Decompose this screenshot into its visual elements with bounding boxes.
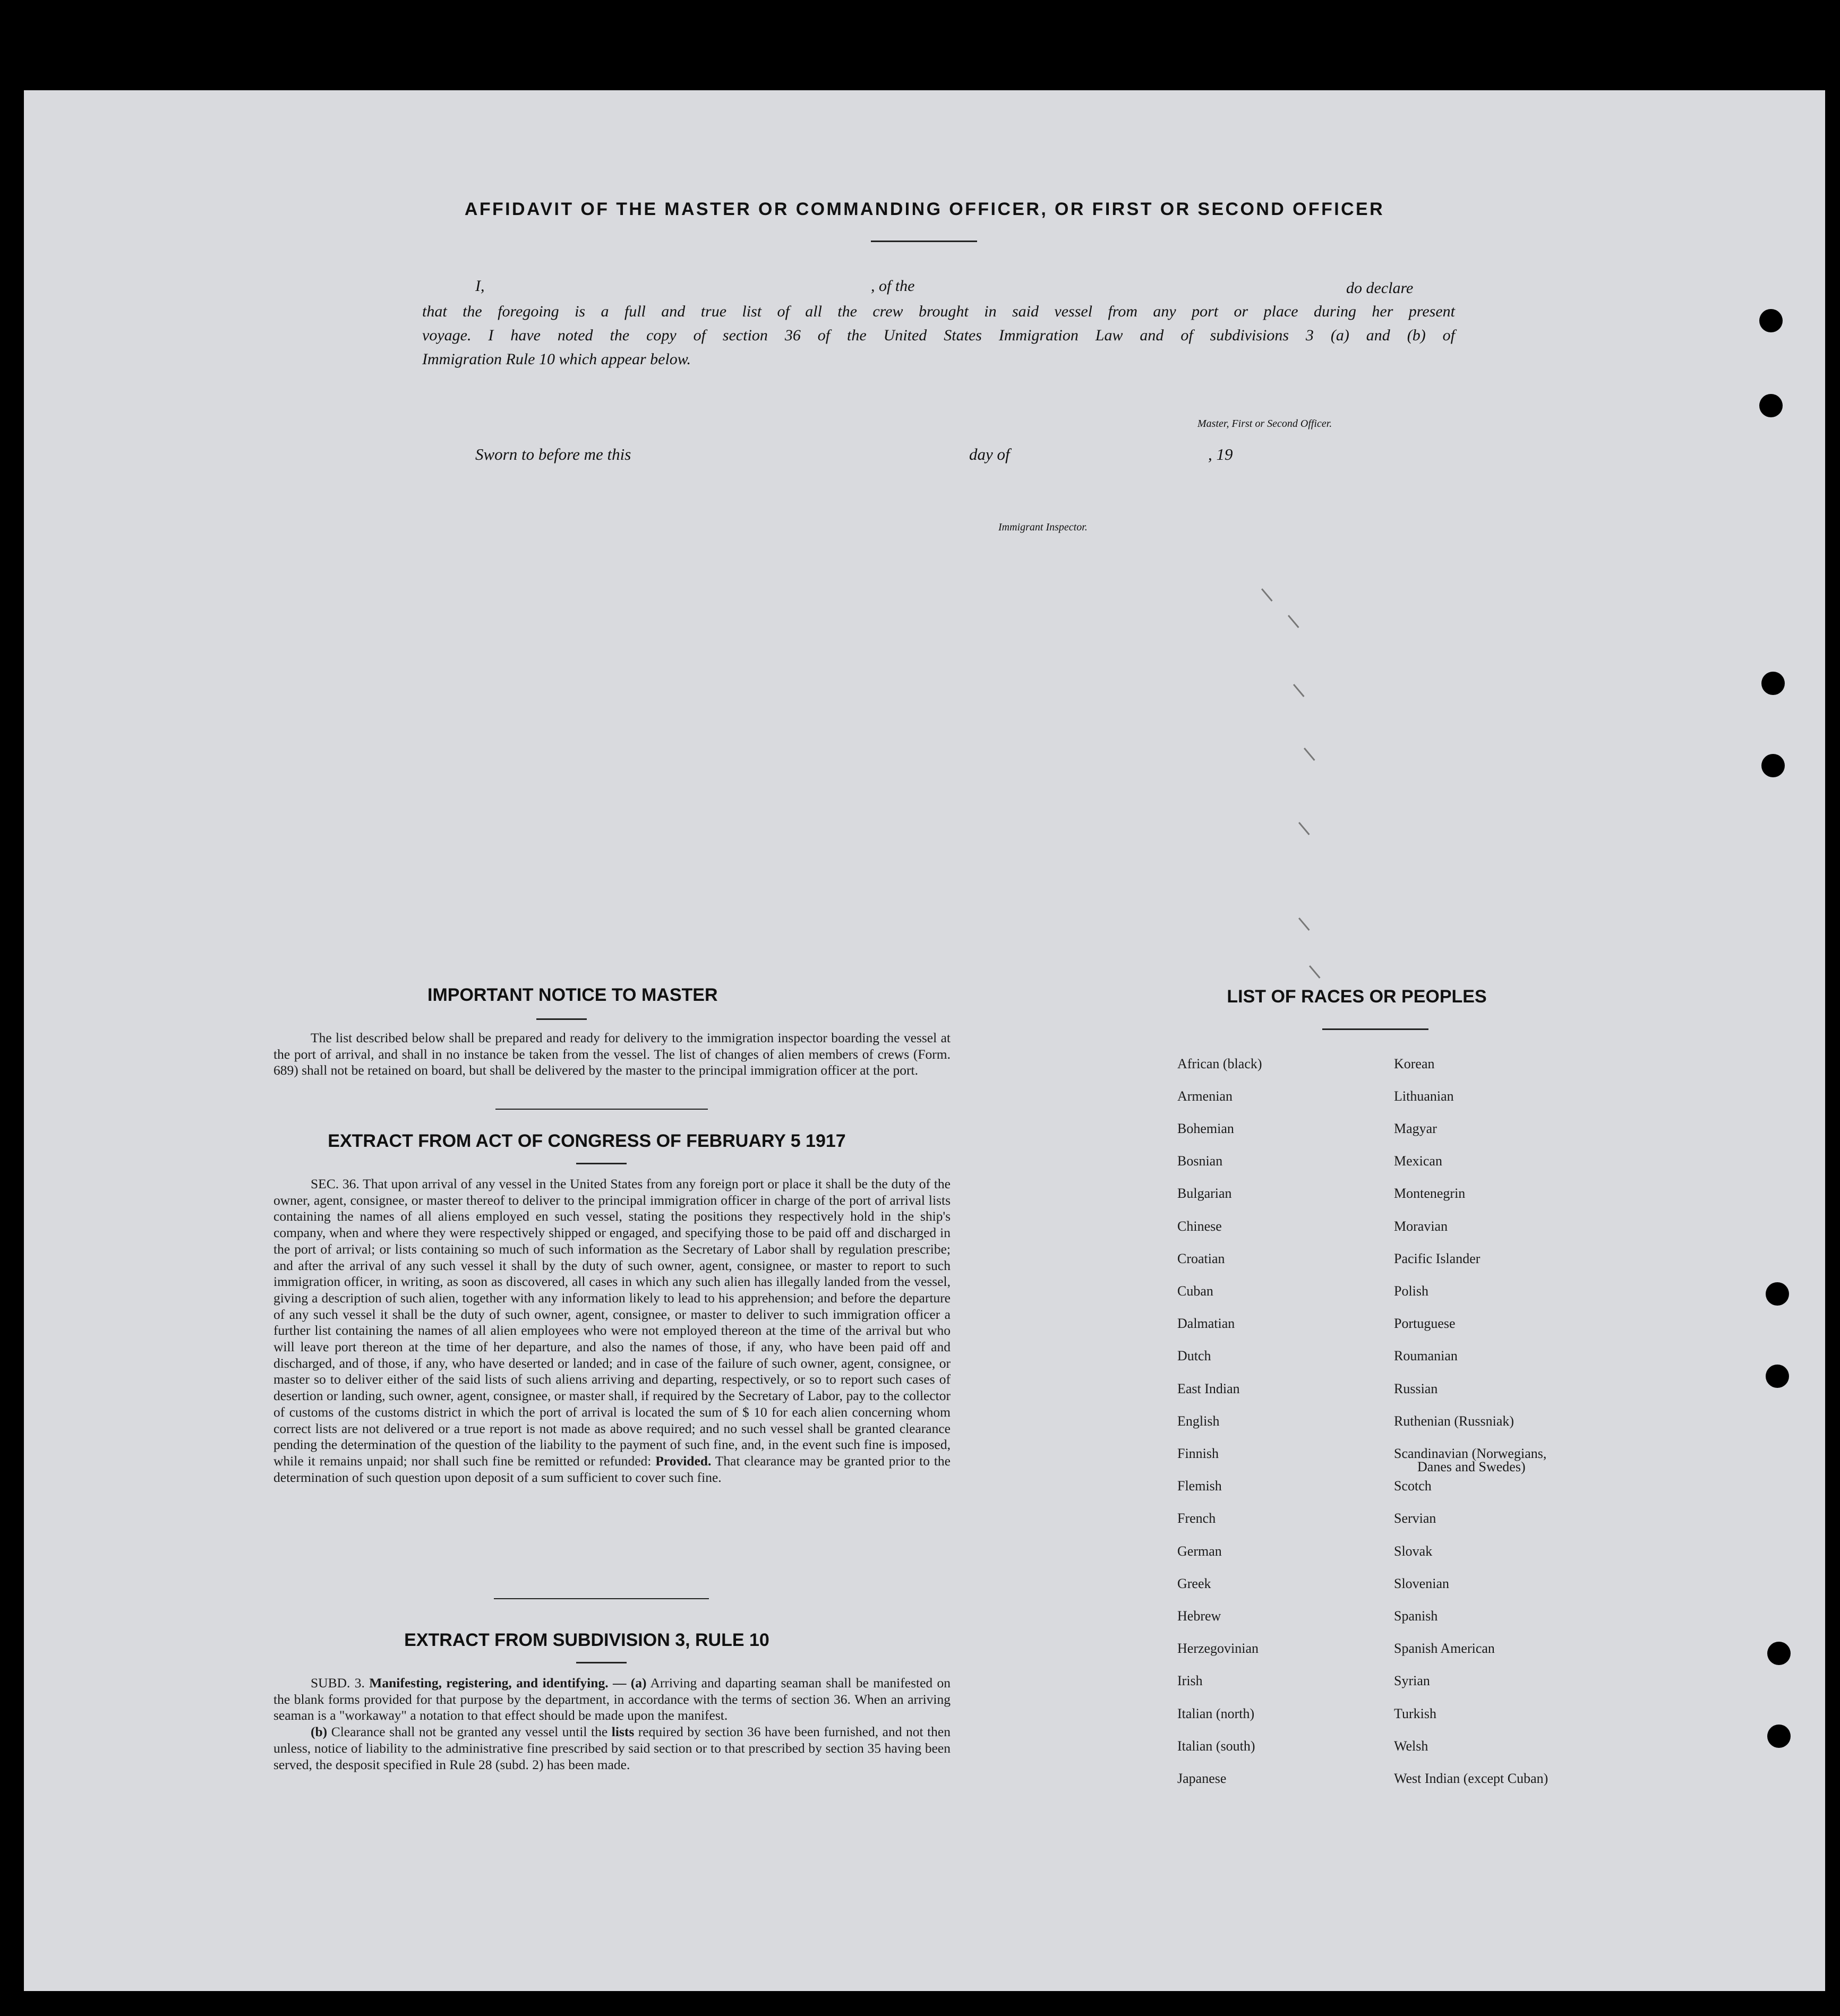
race-item: Slovak xyxy=(1394,1543,1433,1559)
race-item: Bohemian xyxy=(1177,1121,1234,1136)
extract-act-title-rule xyxy=(576,1163,627,1164)
subd-b-text: Clearance shall not be granted any vessel until the xyxy=(331,1724,608,1740)
notice-text xyxy=(273,1030,951,1079)
race-item: East Indian xyxy=(1177,1381,1240,1396)
affidavit-title: AFFIDAVIT OF THE MASTER OR COMMANDING OFFICER, OR FIRST OR SECOND OFFICER xyxy=(464,199,1385,219)
race-item: Japanese xyxy=(1177,1771,1227,1786)
subd-a-text: Arriving and daparting seaman shall be manifested on the blank forms provided for that purpose by the department, in accordance with the terms of section 36. When an arriving seaman is a "workaway" a notation to that effect should be made upon the manifest. xyxy=(273,1675,951,1723)
race-item: Flemish xyxy=(1177,1478,1222,1494)
affidavit-do-declare-label: do declare xyxy=(1346,279,1414,297)
race-item: Armenian xyxy=(1177,1088,1233,1104)
race-item: Mexican xyxy=(1394,1153,1442,1169)
race-item: Welsh xyxy=(1394,1738,1428,1754)
race-item: Scotch xyxy=(1394,1478,1432,1494)
lists-bold: lists xyxy=(611,1724,635,1740)
race-item: German xyxy=(1177,1543,1222,1559)
race-item: Lithuanian xyxy=(1394,1088,1454,1104)
races-title-rule xyxy=(1322,1028,1428,1030)
race-item: Roumanian xyxy=(1394,1348,1458,1363)
race-item: Greek xyxy=(1177,1576,1211,1591)
pencil-tick-mark xyxy=(1298,917,1310,931)
subd-label: SUBD. 3. xyxy=(311,1675,365,1691)
race-item: Moravian xyxy=(1394,1219,1448,1234)
subd-b-text-end: required by section 36 have been furnished, and not then unless, notice of liability to the administrative fine prescribed by said section or to that prescribed by section 35 having been served, the desposit specified in Rule 28 (subd. 2) has been made. xyxy=(273,1724,951,1772)
day-of-label: day of xyxy=(969,445,1010,464)
punch-hole xyxy=(1761,672,1785,695)
extract-act-text xyxy=(273,1176,951,1486)
race-item: Portuguese xyxy=(1394,1316,1456,1331)
affidavit-i-label: I, xyxy=(475,277,485,295)
race-item: Danes and Swedes) xyxy=(1417,1459,1526,1474)
pencil-tick-mark xyxy=(1288,615,1299,628)
race-item: Finnish xyxy=(1177,1446,1219,1461)
extract-act-separator-rule xyxy=(494,1598,709,1599)
race-item: Spanish xyxy=(1394,1608,1438,1624)
extract-rule-title-rule xyxy=(576,1662,627,1663)
race-item: Ruthenian (Russniak) xyxy=(1394,1413,1514,1429)
pencil-tick-mark xyxy=(1293,684,1305,697)
year-label: , 19 xyxy=(1208,445,1233,464)
race-item: Syrian xyxy=(1394,1673,1430,1688)
punch-hole xyxy=(1761,754,1785,777)
section-36-text: SEC. 36. That upon arrival of any vessel in the United States from any foreign port or place it shall be the duty of the owner, agent, consignee, or master thereof to deliver to the principal immigration officer in charge of the port of arrival lists containing the names of all aliens employed en such vessel, stating the positions they respectively hold in the ship's company, when and where they were respectively shipped or engaged, and specifying those to be paid off and discharged in the port of arrival; or lists containing so much of such information as the Secretary of Labor shall by regulation prescribe; and after the arrival of any such vessel it shall by the duty of such owner, agent, consignee, or master to report to such immigration officer, in writing, as soon as discovered, all cases in which any such alien has illegally landed from the vessel, giving a description of such alien, together with any information likely to lead to his apprehension; and before the departure of any such vessel it shall be the duty of such owner, agent, consignee, or master to deliver to such immigration officer a further list containing the names of all alien employees who were not employed thereon at the time of the arrival but who will leave port thereon at the time of her departure, and also the names of those, if any, who have been paid off and discharged, and of those, if any, who have deserted or landed; and in case of the failure of such owner, agent, consignee, or master so to deliver either of the said lists of such aliens arriving and departing, respectively, or so to report such cases of desertion or landing, such owner, agent, consignee, or master shall, if required by the Secretary of Labor, pay to the collector of customs of the customs district in which the port of arrival is located the sum of $ 10 for each alien concerning whom correct lists are not delivered or a true report is not made as above required; and no such vessel shall be granted clearance pending the determination of the question of the liability to the payment of such fine, and, in the event such fine is imposed, while it remains unpaid; nor shall such fine be remitted or refunded: xyxy=(273,1176,951,1469)
race-item: Korean xyxy=(1394,1056,1435,1071)
race-item: Spanish American xyxy=(1394,1641,1495,1656)
punch-hole xyxy=(1759,309,1783,332)
race-item: Bosnian xyxy=(1177,1153,1223,1169)
race-item: Polish xyxy=(1394,1283,1429,1299)
race-item: Italian (south) xyxy=(1177,1738,1255,1754)
races-title: LIST OF RACES OR PEOPLES xyxy=(1227,986,1487,1007)
form-sheet xyxy=(24,90,1825,1991)
notice-separator-rule xyxy=(495,1109,708,1110)
sworn-label: Sworn to before me this xyxy=(475,445,631,464)
affidavit-line-3: voyage. I have noted the copy of section 36 of the United States Immigration Law and of subdivisions 3 (a) and (b) of xyxy=(422,327,1455,344)
inspector-caption: Immigrant Inspector. xyxy=(998,521,1088,533)
race-item: Russian xyxy=(1394,1381,1438,1396)
race-item: Turkish xyxy=(1394,1706,1436,1721)
race-item: Hebrew xyxy=(1177,1608,1221,1624)
notice-paragraph: The list described below shall be prepared and ready for delivery to the immigration inspector boarding the vessel at the port of arrival, and shall in no instance be taken from the vessel. The list of changes of alien members of crews (Form. 689) shall not be retained on board, but shall be delivered by the master to the principal immigration officer at the port. xyxy=(273,1030,951,1078)
punch-hole xyxy=(1767,1725,1791,1748)
race-item: West Indian (except Cuban) xyxy=(1394,1771,1548,1786)
pencil-tick-mark xyxy=(1298,822,1310,835)
subd-b-label: (b) xyxy=(311,1724,328,1740)
race-item: Scandinavian (Norwegians, xyxy=(1394,1446,1547,1461)
affidavit-line-4: Immigration Rule 10 which appear below. xyxy=(422,350,691,368)
race-item: Irish xyxy=(1177,1673,1203,1688)
punch-hole xyxy=(1759,394,1783,417)
section-36-text-end: That clearance may be granted prior to the determination of such question upon deposit of a sum sufficient to cover such fine. xyxy=(273,1453,951,1485)
extract-rule-text xyxy=(273,1675,951,1773)
race-item: Dutch xyxy=(1177,1348,1211,1363)
extract-rule-title: EXTRACT FROM SUBDIVISION 3, RULE 10 xyxy=(404,1630,769,1650)
race-item: English xyxy=(1177,1413,1220,1429)
race-item: Bulgarian xyxy=(1177,1186,1232,1201)
pencil-tick-mark xyxy=(1261,588,1273,602)
affidavit-of-the-label: , of the xyxy=(871,277,915,295)
race-item: Slovenian xyxy=(1394,1576,1449,1591)
punch-hole xyxy=(1766,1282,1789,1306)
race-item: French xyxy=(1177,1511,1216,1526)
race-item: Servian xyxy=(1394,1511,1436,1526)
race-item: Dalmatian xyxy=(1177,1316,1235,1331)
provided-bold: Provided. xyxy=(655,1453,712,1469)
race-item: Italian (north) xyxy=(1177,1706,1255,1721)
race-item: Magyar xyxy=(1394,1121,1437,1136)
punch-hole xyxy=(1766,1365,1789,1388)
race-item: Herzegovinian xyxy=(1177,1641,1259,1656)
affidavit-title-rule xyxy=(871,241,977,242)
notice-title: IMPORTANT NOTICE TO MASTER xyxy=(427,985,718,1005)
punch-hole xyxy=(1767,1642,1791,1665)
pencil-tick-mark xyxy=(1309,965,1321,979)
subd-heading-bold: Manifesting, registering, and identifying. xyxy=(369,1675,609,1691)
race-item: Cuban xyxy=(1177,1283,1213,1299)
pencil-tick-mark xyxy=(1304,748,1315,761)
race-item: Montenegrin xyxy=(1394,1186,1466,1201)
affidavit-line-2: that the foregoing is a full and true list of all the crew brought in said vessel from any port or place during her present xyxy=(422,303,1455,320)
notice-title-rule xyxy=(536,1018,587,1020)
race-item: Pacific Islander xyxy=(1394,1251,1480,1266)
race-item: African (black) xyxy=(1177,1056,1262,1071)
signature-caption: Master, First or Second Officer. xyxy=(1197,418,1332,430)
subd-a-label: — (a) xyxy=(612,1675,647,1691)
extract-act-title: EXTRACT FROM ACT OF CONGRESS OF FEBRUARY 5 1917 xyxy=(328,1131,846,1151)
race-item: Chinese xyxy=(1177,1219,1222,1234)
race-item: Croatian xyxy=(1177,1251,1225,1266)
